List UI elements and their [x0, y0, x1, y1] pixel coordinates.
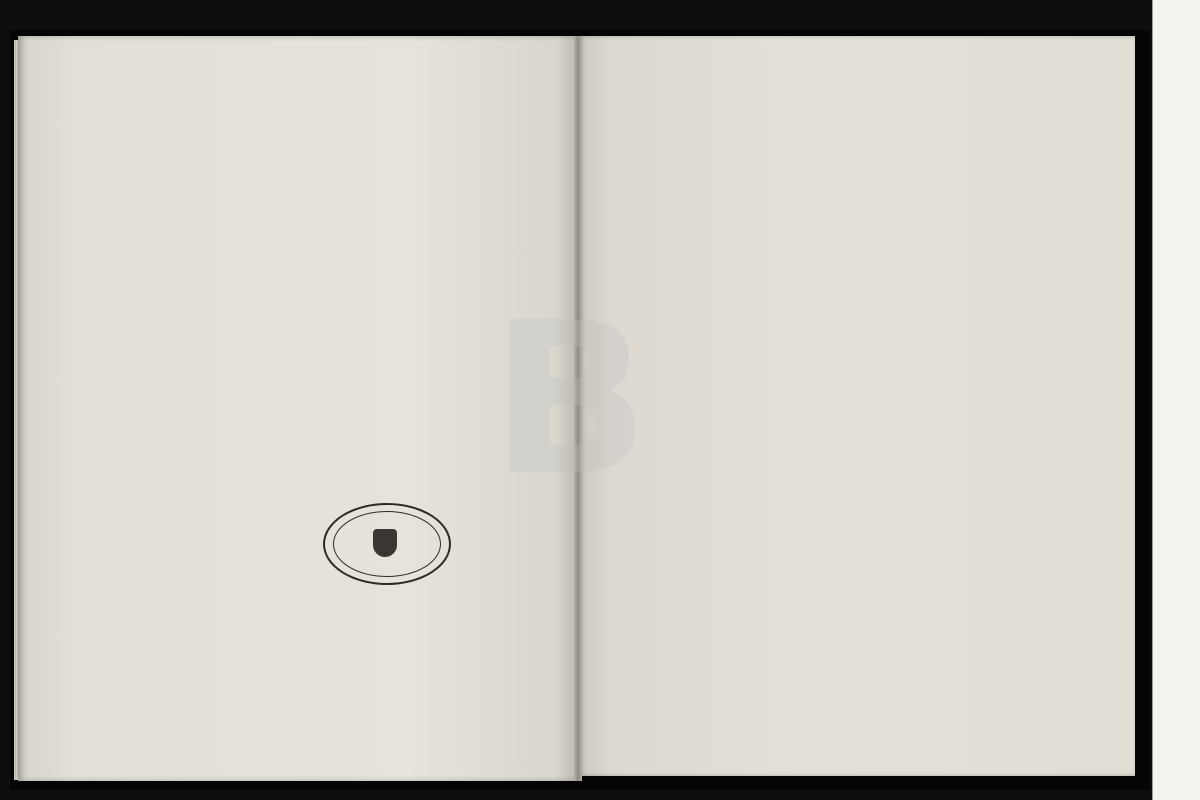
stamp-crest-icon [373, 529, 397, 557]
right-page [580, 36, 1135, 776]
library-stamp [323, 503, 451, 585]
left-page [18, 36, 578, 781]
ruler-ticks [1153, 0, 1200, 800]
watermark-logo-icon: B [490, 277, 651, 522]
measurement-ruler [1152, 0, 1200, 800]
